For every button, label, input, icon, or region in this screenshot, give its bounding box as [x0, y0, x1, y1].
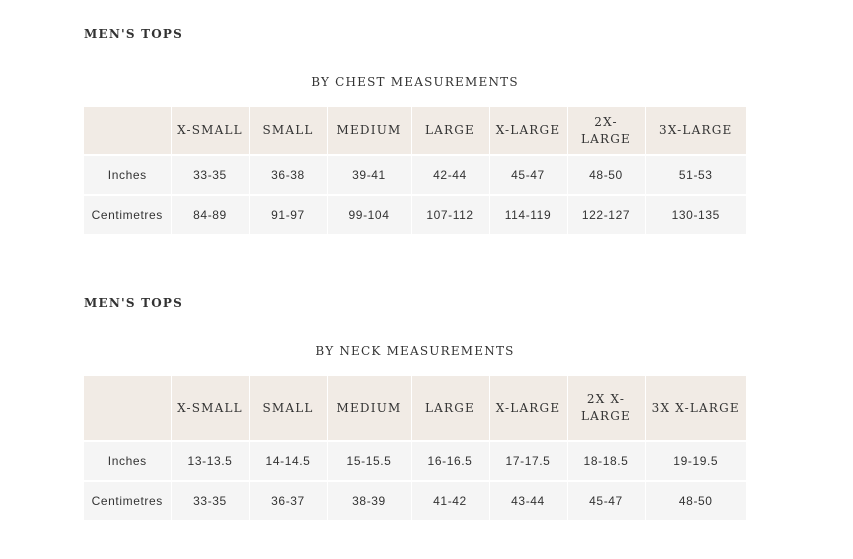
chest-header-medium: MEDIUM [327, 107, 411, 155]
neck-size-table [84, 376, 746, 520]
table-cell: 39-41 [327, 155, 411, 195]
chest-table-title: BY CHEST MEASUREMENTS [311, 75, 519, 89]
table-cell: 19-19.5 [645, 441, 746, 481]
table-cell: 36-38 [249, 155, 327, 195]
neck-header-2x-x-large: 2X X-LARGE [567, 376, 645, 441]
table-cell: 51-53 [645, 155, 746, 195]
row-label: Centimetres [84, 195, 171, 234]
table-cell: 107-112 [411, 195, 489, 234]
neck-section-title: MEN'S TOPS [84, 296, 183, 310]
neck-header-3x-x-large: 3X X-LARGE [645, 376, 746, 441]
chest-header-3x-large: 3X-LARGE [645, 107, 746, 155]
table-cell: 13-13.5 [171, 441, 249, 481]
table-cell: 114-119 [489, 195, 567, 234]
table-cell: 84-89 [171, 195, 249, 234]
chest-header-x-large: X-LARGE [489, 107, 567, 155]
table-cell: 33-35 [171, 155, 249, 195]
row-label: Inches [84, 155, 171, 195]
table-cell: 45-47 [567, 481, 645, 520]
table-cell: 15-15.5 [327, 441, 411, 481]
chest-header-small: SMALL [249, 107, 327, 155]
chest-size-table [84, 107, 746, 234]
neck-header-x-large: X-LARGE [489, 376, 567, 441]
table-cell: 42-44 [411, 155, 489, 195]
table-cell: 99-104 [327, 195, 411, 234]
table-cell: 45-47 [489, 155, 567, 195]
table-cell: 130-135 [645, 195, 746, 234]
chest-header-large: LARGE [411, 107, 489, 155]
table-row [84, 481, 746, 520]
neck-header-medium: MEDIUM [327, 376, 411, 441]
table-cell: 36-37 [249, 481, 327, 520]
chest-section [84, 0, 746, 240]
chest-header-row [84, 107, 746, 155]
table-cell: 18-18.5 [567, 441, 645, 481]
table-cell: 48-50 [645, 481, 746, 520]
row-label: Centimetres [84, 481, 171, 520]
neck-header-large: LARGE [411, 376, 489, 441]
table-cell: 43-44 [489, 481, 567, 520]
table-cell: 33-35 [171, 481, 249, 520]
table-row [84, 441, 746, 481]
neck-table-title: BY NECK MEASUREMENTS [315, 344, 515, 358]
row-label: Inches [84, 441, 171, 481]
neck-header-small: SMALL [249, 376, 327, 441]
neck-section [84, 270, 746, 559]
neck-header-row [84, 376, 746, 441]
chest-header-x-small: X-SMALL [171, 107, 249, 155]
neck-header-corner [84, 376, 171, 441]
chest-header-corner [84, 107, 171, 155]
table-cell: 41-42 [411, 481, 489, 520]
neck-header-x-small: X-SMALL [171, 376, 249, 441]
table-cell: 122-127 [567, 195, 645, 234]
table-cell: 91-97 [249, 195, 327, 234]
table-row [84, 155, 746, 195]
table-cell: 38-39 [327, 481, 411, 520]
table-row [84, 195, 746, 234]
table-cell: 14-14.5 [249, 441, 327, 481]
chest-section-title: MEN'S TOPS [84, 27, 183, 41]
chest-header-2x-large: 2X-LARGE [567, 107, 645, 155]
table-cell: 48-50 [567, 155, 645, 195]
table-cell: 16-16.5 [411, 441, 489, 481]
table-cell: 17-17.5 [489, 441, 567, 481]
